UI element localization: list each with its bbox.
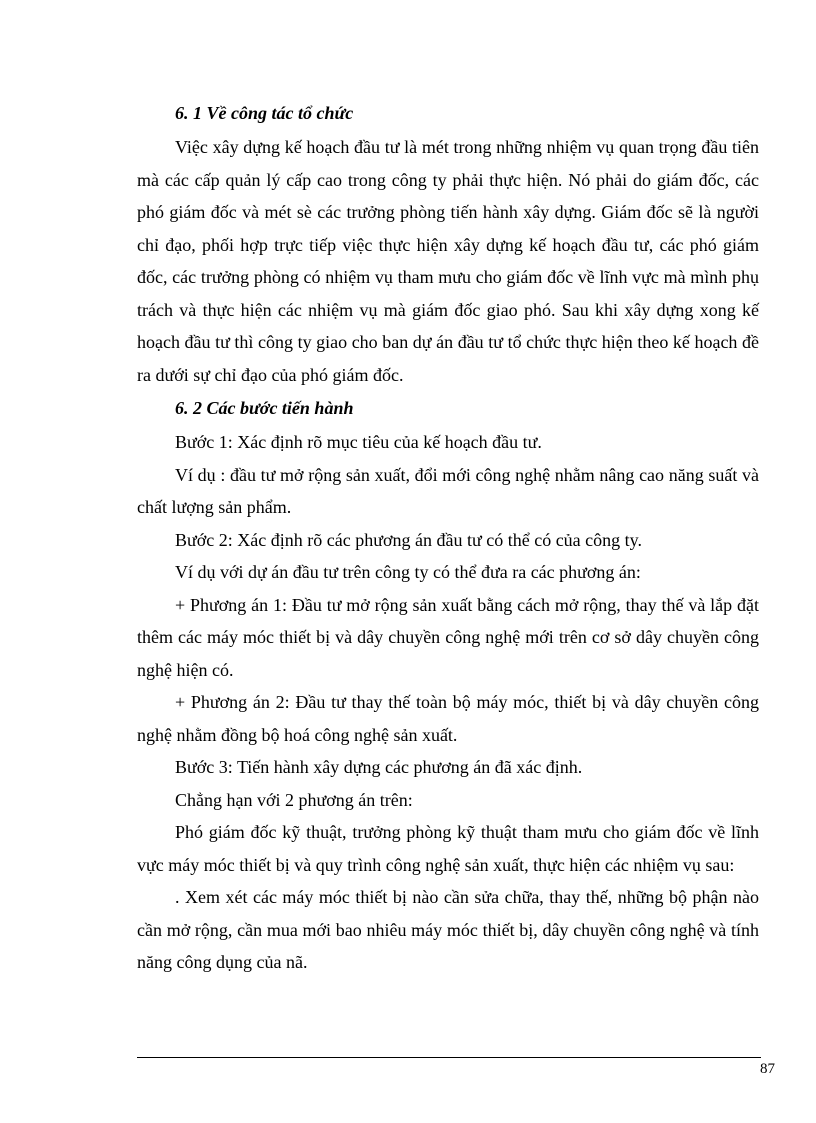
paragraph: + Phương án 2: Đầu tư thay thế toàn bộ máy móc, thiết bị và dây chuyền công nghệ nhằm đồng bộ hoá công nghệ sản xuất.: [137, 692, 759, 745]
page-number: 87: [760, 1061, 775, 1077]
paragraph: Ví dụ : đầu tư mở rộng sản xuất, đổi mới công nghệ nhằm nâng cao năng suất và chất lượng sản phẩm.: [137, 464, 759, 517]
page-content: [137, 96, 759, 979]
paragraph: + Phương án 1: Đầu tư mở rộng sản xuất bằng cách mở rộng, thay thế và lắp đặt thêm các máy móc thiết bị và dây chuyền công nghệ mới trên cơ sở dây chuyền công nghệ hiện có.: [137, 594, 759, 680]
section-heading-6-2: 6. 2 Các bước tiến hành: [175, 398, 354, 418]
paragraph: . Xem xét các máy móc thiết bị nào cần sửa chữa, thay thế, những bộ phận nào cần mở rộng, cần mua mới bao nhiêu máy móc thiết bị, dây chuyền công nghệ và tính năng công dụng của nã.: [137, 887, 759, 972]
paragraph: Bước 2: Xác định rõ các phương án đầu tư có thể có của công ty.: [175, 529, 642, 550]
paragraph: Việc xây dựng kế hoạch đầu tư là mét trong những nhiệm vụ quan trọng đầu tiên mà các cấp quản lý cấp cao trong công ty phải thực hiện. Nó phải do giám đốc, các phó giám đốc và mét sè các trưởng phòng tiến hành xây dựng. Giám đốc sẽ là người chỉ đạo, phối hợp trực tiếp việc thực hiện xây dựng kế hoạch đầu tư, các phó giám đốc, các trưởng phòng có nhiệm vụ tham mưu cho giám đốc về lĩnh vực mà mình phụ trách và thực hiện các nhiệm vụ mà giám đốc giao phó. Sau khi xây dựng xong kế hoạch đầu tư thì công ty giao cho ban dự án đầu tư tổ chức thực hiện theo kế hoạch đề ra dưới sự chỉ đạo của phó giám đốc.: [137, 137, 759, 385]
paragraph: Chẳng hạn với 2 phương án trên:: [175, 789, 413, 810]
paragraph: Ví dụ với dự án đầu tư trên công ty có thể đưa ra các phương án:: [175, 562, 641, 582]
paragraph: Phó giám đốc kỹ thuật, trưởng phòng kỹ thuật tham mưu cho giám đốc về lĩnh vực máy móc thiết bị và quy trình công nghệ sản xuất, thực hiện các nhiệm vụ sau:: [137, 822, 759, 875]
paragraph: Bước 1: Xác định rõ mục tiêu của kế hoạch đầu tư.: [175, 432, 542, 452]
paragraph: Bước 3: Tiến hành xây dựng các phương án đã xác định.: [175, 757, 583, 777]
footer-divider: [137, 1057, 761, 1058]
section-heading-6-1: 6. 1 Về công tác tổ chức: [175, 103, 354, 123]
